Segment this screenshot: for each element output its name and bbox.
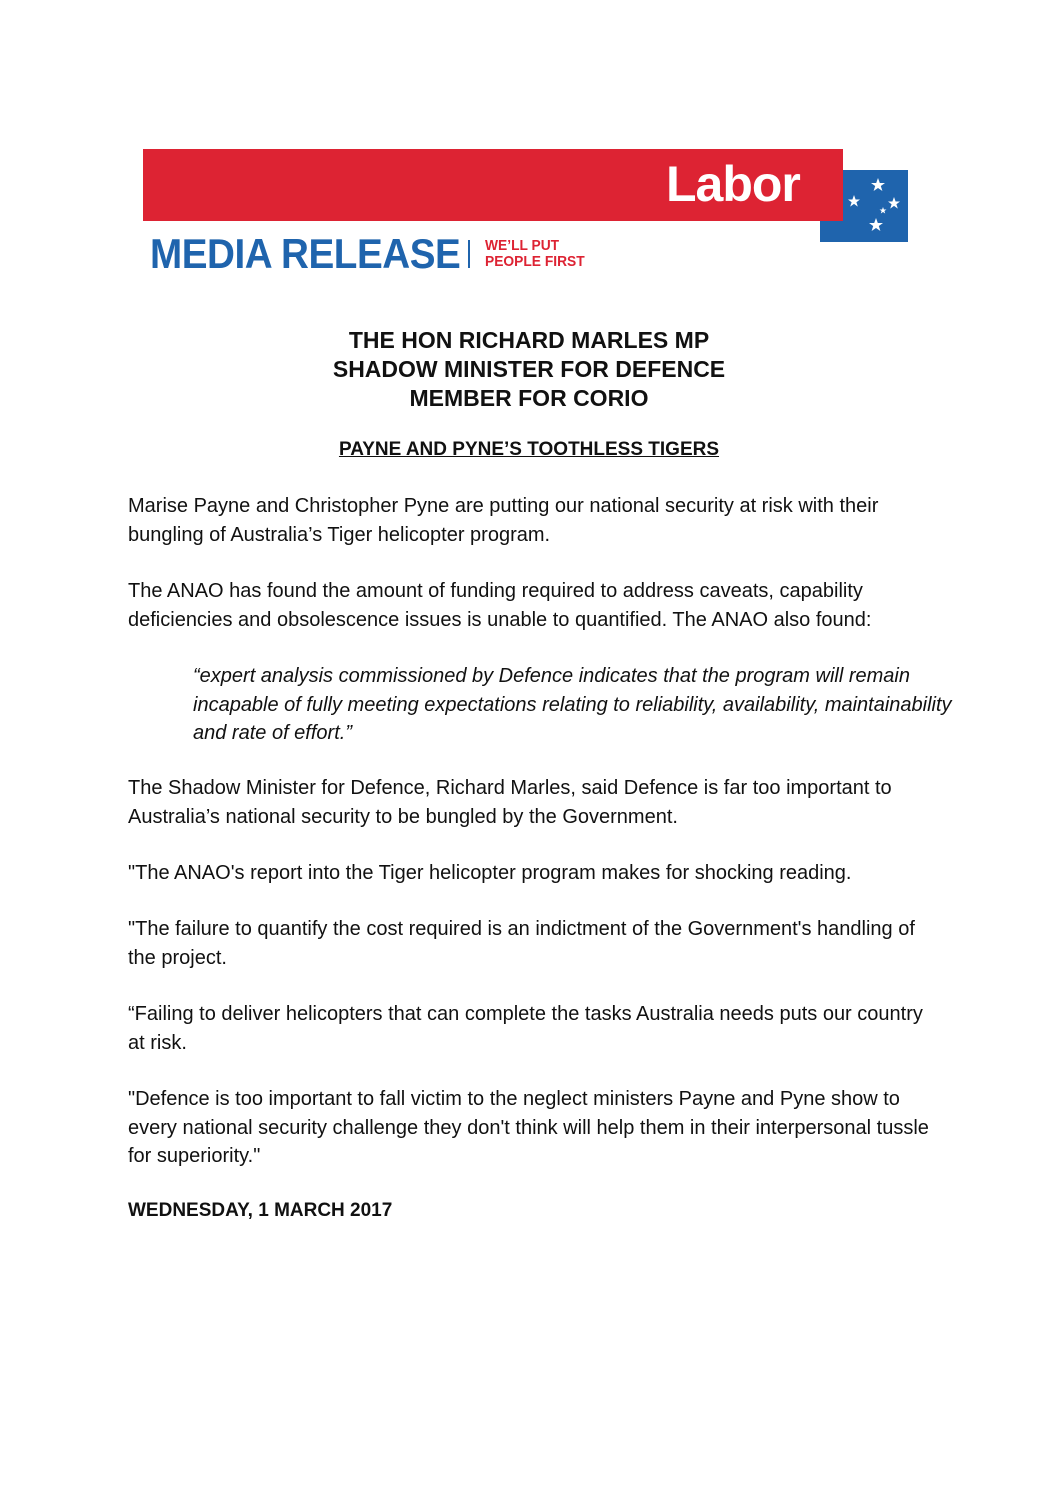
media-release-label: MEDIA RELEASE bbox=[150, 230, 461, 277]
body-paragraph: The Shadow Minister for Defence, Richard Marles, said Defence is far too important to Australia’s national security to be bungled by the Government. bbox=[128, 777, 892, 828]
body-paragraph: "Defence is too important to fall victim to the neglect ministers Payne and Pyne show to every national security challenge they don't think will help them in their interpersonal tussle for superiority." bbox=[128, 1088, 929, 1167]
tagline-line-2: PEOPLE FIRST bbox=[485, 253, 585, 270]
body-paragraph: The ANAO has found the amount of funding required to address caveats, capability deficiencies and obsolescence issues is unable to quantified. The ANAO also found: bbox=[128, 580, 872, 631]
body-paragraph: “Failing to deliver helicopters that can complete the tasks Australia needs puts our country at risk. bbox=[128, 1003, 923, 1054]
body-paragraph: "The ANAO's report into the Tiger helicopter program makes for shocking reading. bbox=[128, 862, 852, 884]
star-icon bbox=[880, 207, 887, 214]
star-icon bbox=[848, 195, 860, 207]
body-paragraph: "The failure to quantify the cost required is an indictment of the Government's handling of the project. bbox=[128, 918, 915, 969]
star-icon bbox=[888, 197, 900, 209]
minister-name: THE HON RICHARD MARLES MP bbox=[348, 327, 710, 353]
minister-electorate: MEMBER FOR CORIO bbox=[409, 385, 649, 411]
minister-portfolio: SHADOW MINISTER FOR DEFENCE bbox=[332, 356, 726, 382]
minister-heading bbox=[0, 326, 1058, 413]
body-paragraph: Marise Payne and Christopher Pyne are putting our national security at risk with their bungling of Australia’s Tiger helicopter program. bbox=[128, 495, 879, 546]
banner-divider bbox=[468, 240, 470, 268]
block-quote: “expert analysis commissioned by Defence indicates that the program will remain incapable of fully meeting expectations relating to reliability, availability, maintainability and rate of effort.” bbox=[193, 665, 952, 744]
release-date: WEDNESDAY, 1 MARCH 2017 bbox=[128, 1200, 393, 1221]
labor-wordmark: Labor bbox=[666, 156, 800, 212]
release-title: PAYNE AND PYNE’S TOOTHLESS TIGERS bbox=[338, 439, 720, 460]
southern-cross-stars-icon bbox=[842, 176, 904, 238]
media-release-banner bbox=[0, 0, 1058, 290]
tagline bbox=[485, 238, 585, 270]
tagline-line-1: WE’LL PUT bbox=[485, 237, 560, 254]
star-icon bbox=[869, 218, 883, 231]
star-icon bbox=[871, 178, 885, 191]
